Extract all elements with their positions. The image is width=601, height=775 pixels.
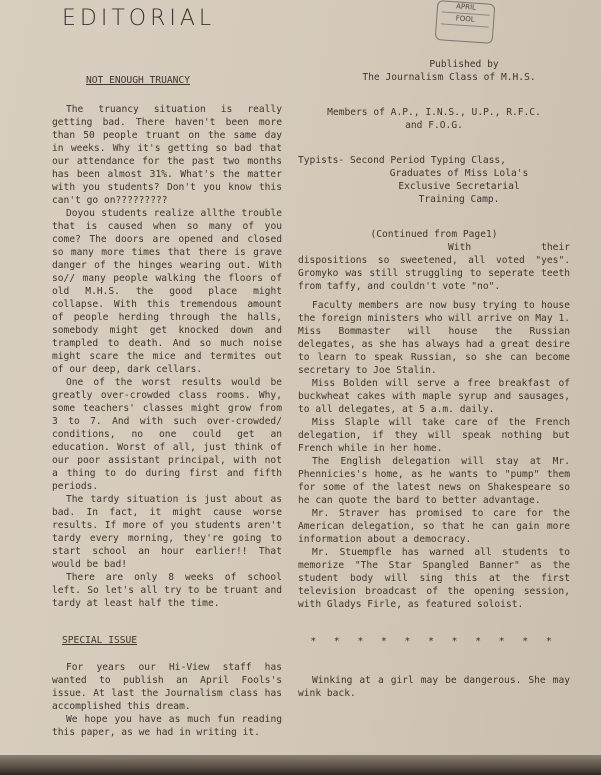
paragraph: For years our Hi-View staff has wanted to publish an April Fools's issue. At last the Journalism class has accomplished this dream.	[52, 662, 282, 712]
paragraph: Doyou students realize allthe trouble that is caused when so many of you come? The doors are opened and closed so many more times that there is grave danger of the hinges wearing out. With so// many people walking the floors of old M.H.S. the good place might collapse. With this tremendous amount of people herding through the halls, somebody might get knocked down and trampled to death. And so much noise might scare the mice and termites out of our deep, dark cellars.	[52, 208, 282, 375]
typists-line1: Typists- Second Period Typing Class,	[298, 155, 506, 166]
right-column	[298, 58, 570, 700]
paragraph: Faculty members are now busy trying to house the foreign ministers who will arrive on May 1. Miss Bommaster will house the Russian delegates, as she has always had a great desire to learn to speak Russian, so she can become secretary to Joe Stalin.	[298, 300, 570, 376]
left-column	[52, 74, 282, 739]
heading-not-enough-truancy: NOT ENOUGH TRUANCY	[86, 75, 190, 86]
stamp-line2: FOOL	[455, 14, 475, 24]
continued-note: (Continued from Page1)	[370, 229, 498, 240]
published-class: The Journalism Class of M.H.S.	[362, 72, 536, 83]
april-fool-stamp	[435, 0, 496, 44]
paragraph: Miss Bolden will serve a free breakfast of buckwheat cakes with maple syrup and sausages, to all delegates, at 5 a.m. daily.	[298, 378, 570, 415]
paragraph: Mr. Stuempfle has warned all students to memorize "The Star Spangled Banner" as the student body will sing this at the first television broadcast of the opening session, with Gladys Firle, as featured soloist.	[298, 547, 570, 610]
paragraph: Mr. Straver has promised to care for the American delegation, so that he can gain more information about a democracy.	[298, 508, 570, 545]
star-divider: * * * * * * * * * * *	[310, 636, 558, 647]
typists-line3: Exclusive Secretarial	[398, 181, 520, 192]
paragraph: One of the worst results would be greatly over-crowded class rooms. Why, some teachers' classes might grow from 3 to 7. And with such over-crowded/ conditions, no one could get an education. Worst of all, just think of our poor assistant principal, with not a thing to do during first and fifth periods.	[52, 377, 282, 492]
typists-line2: Graduates of Miss Lola's	[389, 168, 529, 179]
paragraph: Miss Slaple will take care of the French delegation, if they will speak nothing but French while in her home.	[298, 417, 570, 454]
paragraph: The English delegation will stay at Mr. Phennicies's home, as he wants to "pump" them for some of the latest news on Shakespeare so he can quote the bard to better advantage.	[298, 456, 570, 506]
paragraph: With their dispositions so sweetened, all voted "yes". Gromyko was still struggling to seperate teeth from taffy, and couldn't vote "no".	[298, 242, 570, 292]
members-line2: and F.O.G.	[405, 120, 463, 131]
paragraph: The tardy situation is just about as bad. In fact, it might cause worse results. If more of you students aren't tardy every morning, they're going to start school an hour earlier!! That would be bad!	[52, 494, 282, 570]
members-line1: Members of A.P., I.N.S., U.P., R.F.C.	[327, 107, 541, 118]
paragraph: We hope you have as much fun reading this paper, as we had in writing it.	[52, 714, 282, 738]
typists-line4: Training Camp.	[418, 194, 500, 205]
page-bottom-edge	[0, 755, 601, 775]
closing-quip: Winking at a girl may be dangerous. She may wink back.	[298, 675, 570, 699]
stamp-line1: APRIL	[455, 2, 477, 12]
heading-special-issue: SPECIAL ISSUE	[62, 635, 138, 646]
paragraph: There are only 8 weeks of school left. So let's all try to be truant and tardy at least half the time.	[52, 572, 282, 609]
paragraph: The truancy situation is really getting bad. There haven't been more than 50 people truant on the same day in weeks. Why it's getting so bad that our attendance for the past two months has been almost 31%. What's the matter with you students? Don't you know this can't go on?????????	[52, 104, 282, 206]
published-by: Published by	[429, 59, 499, 70]
masthead-title: EDITORIAL	[62, 6, 216, 31]
